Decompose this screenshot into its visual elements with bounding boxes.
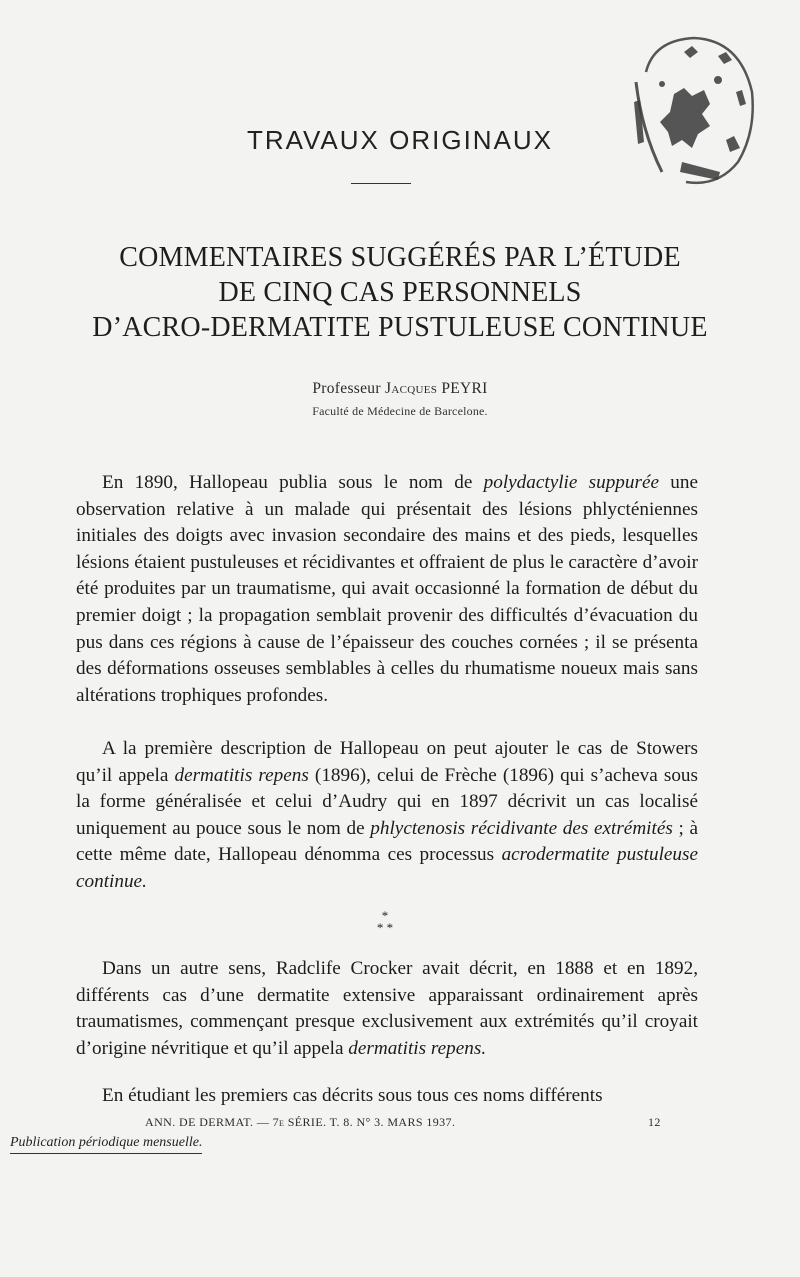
- author-first-name: Jacques: [385, 380, 438, 397]
- section-separator: [0, 910, 770, 934]
- section-heading: TRAVAUX ORIGINAUX: [246, 125, 554, 155]
- title-line: D’ACRO-DERMATITE PUSTULEUSE CONTINUE: [92, 312, 708, 343]
- page-number: 12: [648, 1115, 661, 1129]
- text: En étudiant les premiers cas décrits sous tous ces noms différents: [102, 1085, 603, 1106]
- emphasis: acrodermatite pustuleuse continue.: [76, 844, 699, 892]
- separator-star: *: [381, 908, 389, 923]
- emphasis: dermatitis repens: [174, 764, 309, 786]
- emphasis: polydactylie suppurée: [483, 472, 659, 493]
- paragraph-2: [76, 736, 698, 896]
- text: une observation relative à un malade qui présentait des lésions phlycténiennes initiales des doigts avec invasion secondaire des mains et des pieds, lesquelles lésions étaient pustuleuses et récidivantes et offraient de plus le caractère d’avoir été produites par un traumatisme, qui avait occasionné la formation de début du premier doigt ; la propagation semblait provenir des difficultés d’évacuation du pus dans ces régions à cause de l’épaisseur des couches cornées ; il se présenta des déformations osseuses semblables à celles du rhumatisme noueux mais sans altérations trophiques profondes.: [76, 472, 698, 706]
- article-title: [0, 240, 800, 345]
- stamp-seal-icon: [622, 22, 762, 197]
- title-line: COMMENTAIRES SUGGÉRÉS PAR L’ÉTUDE: [119, 242, 681, 273]
- text: (1896), celui de Frèche (1896) qui s’acheva sous la forme généralisée et celui d’Audry qui en 1897 décrivit un cas localisé uniquement au pouce sous le nom de: [76, 764, 698, 839]
- heading-rule: [351, 183, 411, 184]
- running-footer: ANN. DE DERMAT. — 7e SÉRIE. T. 8. N° 3. MARS 1937.: [145, 1115, 456, 1129]
- paragraph-4: [76, 1083, 698, 1110]
- emphasis: dermatitis repens.: [348, 1037, 487, 1059]
- author-prefix: Professeur: [312, 380, 381, 397]
- title-line: DE CINQ CAS PERSONNELS: [218, 277, 582, 308]
- text: A la première description de Hallopeau on peut ajouter le cas de Stowers qu’il appela: [76, 738, 698, 786]
- library-stamp: [622, 22, 762, 197]
- author-surname: PEYRI: [441, 380, 488, 397]
- author-line: [0, 380, 800, 398]
- text: ; à cette même date, Hallopeau dénomma ces processus: [76, 817, 698, 866]
- paragraph-3: [76, 956, 698, 1062]
- text: En 1890, Hallopeau publia sous le nom de: [102, 472, 484, 493]
- emphasis: phlyctenosis récidivante des extrémités: [370, 817, 673, 839]
- separator-stars: * *: [376, 920, 394, 935]
- paragraph-1: [76, 470, 698, 709]
- publication-note: Publication périodique mensuelle.: [10, 1135, 202, 1154]
- author-affiliation: Faculté de Médecine de Barcelone.: [312, 404, 488, 418]
- text: Dans un autre sens, Radclife Crocker avait décrit, en 1888 et en 1892, différents cas d’une dermatite extensive apparaissant ordinairement après traumatismes, commençant presque exclusivement aux extrémités qu’il croyait d’origine névritique et qu’il appela: [76, 958, 698, 1059]
